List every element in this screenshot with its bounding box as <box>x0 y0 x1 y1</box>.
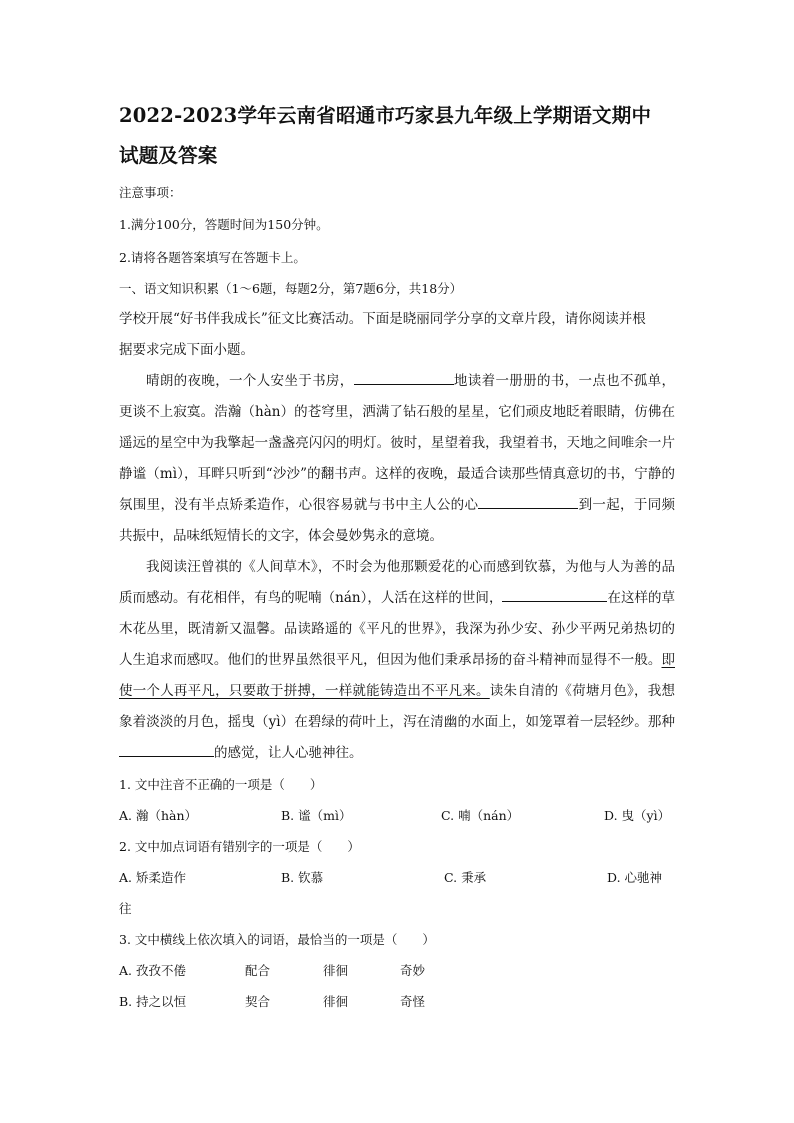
question-2: 2. 文中加点词语有错别字的一项是（ ） <box>119 839 360 854</box>
question-1: 1. 文中注音不正确的一项是（ ） <box>119 777 323 792</box>
question-3-option-a <box>119 955 675 986</box>
question-3: 3. 文中横线上依次填入的词语，最恰当的一项是（ ） <box>119 932 435 947</box>
q2-option-d-wrap: 往 <box>119 901 132 916</box>
fill-blank-2 <box>478 495 578 509</box>
fill-blank-3 <box>502 588 607 602</box>
notice-heading: 注意事项： <box>119 185 182 200</box>
p2-text-d: 的感觉，让人心驰神往。 <box>214 745 363 761</box>
question-3-option-b <box>119 986 675 1017</box>
q2-option-d: D. 心驰神 <box>607 870 663 885</box>
exam-page <box>119 96 675 1017</box>
q2-option-a: A. 矫柔造作 <box>119 870 186 885</box>
doc-title-line-1: 2022-2023学年云南省昭通市巧家县九年级上学期语文期中 <box>119 104 652 127</box>
passage-paragraph-2 <box>119 552 675 769</box>
q3-b-word-2: 契合 <box>245 994 271 1009</box>
q2-option-c: C. 秉承 <box>444 870 487 885</box>
q1-option-a: A. 瀚（hàn） <box>119 808 198 823</box>
question-1-options <box>119 800 675 831</box>
underlined-sentence: 即使一个人再平凡，只要敢于拼搏，一样就能铸造出不平凡来。 <box>119 652 675 699</box>
intro-line-2: 据要求完成下面小题。 <box>119 342 254 358</box>
p2-text-a: 我阅读汪曾祺的《人间草木》，不时会为他那颗爱花的心而感到钦慕，为他与人为善的品质而感动。有花相伴，有鸟的呢喃（nán），人活在这样的世间， <box>119 559 675 606</box>
q3-a-word-4: 奇妙 <box>400 963 426 978</box>
q1-option-d: D. 曳（yì） <box>604 808 671 823</box>
passage-paragraph-1 <box>119 366 675 552</box>
q3-a-word-2: 配合 <box>245 963 271 978</box>
q3-b-word-1: B. 持之以恒 <box>119 994 187 1009</box>
q3-a-word-3: 徘徊 <box>323 963 349 978</box>
fill-blank-4 <box>119 743 214 757</box>
q2-option-b: B. 钦慕 <box>281 870 324 885</box>
q3-b-word-4: 奇怪 <box>400 994 426 1009</box>
notice-item-1: 1.满分100分，答题时间为150分钟。 <box>119 217 329 232</box>
intro-line-1: 学校开展“好书伴我成长”征文比赛活动。下面是晓丽同学分享的文章片段，请你阅读并根 <box>119 311 646 327</box>
p1-text-a: 晴朗的夜晚，一个人安坐于书房， <box>146 373 354 389</box>
p1-text-b: 地读着一册册的书，一点也不孤单，更谈不上寂寞。浩瀚（hàn）的苍穹里，洒满了钻石般的星星，它们顽皮地眨着眼睛，仿佛在遥远的星空中为我擎起一盏盏亮闪闪的明灯。彼时，星望着我，我望着书，天地之间唯余一片静谧（mì），耳畔只听到“沙沙”的翻书声。这样的夜晚，最适合读那些情真意切的书，宁静的氛围里，没有半点矫柔造作，心很容易就与书中主人公的心 <box>119 373 676 513</box>
p1-text-c: 到一起，于同频共振中，品味纸短情长的文字，体会曼妙隽永的意境。 <box>119 497 676 544</box>
question-2-options <box>119 862 675 893</box>
fill-blank-1 <box>354 371 454 385</box>
q1-option-c: C. 喃（nán） <box>441 808 520 823</box>
p2-text-c: 读朱自清的《荷塘月色》，我想象着淡淡的月色，摇曳（yì）在碧绿的荷叶上，泻在清幽的水面上，如笼罩着一层轻纱。那种 <box>119 683 676 730</box>
q3-a-word-1: A. 孜孜不倦 <box>119 963 186 978</box>
doc-title-line-2: 试题及答案 <box>119 144 218 167</box>
p2-text-b: 在这样的草木花丛里，既清新又温馨。品读路遥的《平凡的世界》，我深为孙少安、孙少平两兄弟热切的人生追求而感叹。他们的世界虽然很平凡，但因为他们秉承昂扬的奋斗精神而显得不一般。 <box>119 590 676 668</box>
notice-item-2: 2.请将各题答案填写在答题卡上。 <box>119 250 306 265</box>
section-heading-1: 一、语文知识积累（1～6题，每题2分，第7题6分，共18分） <box>119 281 463 296</box>
q3-b-word-3: 徘徊 <box>323 994 349 1009</box>
q1-option-b: B. 谧（mì） <box>281 808 352 823</box>
